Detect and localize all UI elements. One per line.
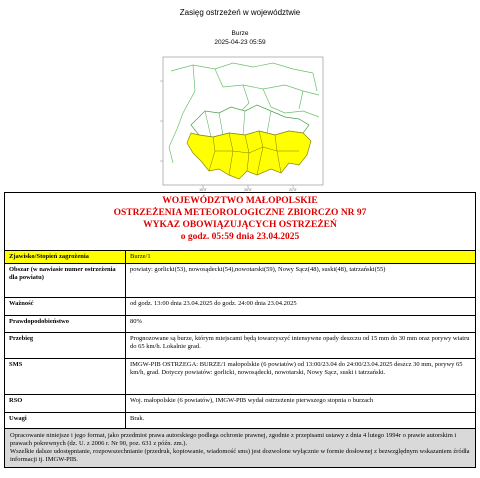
row-value: 80% xyxy=(126,315,476,332)
warning-map xyxy=(153,51,333,191)
row-label: Przebieg xyxy=(5,332,126,358)
row-value: od godz. 13:00 dnia 23.04.2025 do godz. 24:00 dnia 23.04.2025 xyxy=(126,297,476,315)
row-value: Woj. małopolskie (6 powiatów), IMGW-PIB wydał ostrzeżenie pierwszego stopnia o burzach xyxy=(126,394,476,412)
copyright-notice xyxy=(5,428,476,468)
table-row xyxy=(5,332,476,358)
table-row xyxy=(5,250,476,263)
map-tick-label: 21°0' xyxy=(289,188,297,191)
page-title: Zasięg ostrzeżeń w województwie xyxy=(179,8,301,17)
header-warnings-title: OSTRZEŻENIA METEOROLOGICZNE ZBIORCZO NR 97 xyxy=(113,207,367,218)
map-tick-label: 20°0' xyxy=(244,188,252,191)
row-value: Burze/1 xyxy=(126,250,476,263)
map-tick-label: 19°0' xyxy=(199,188,207,191)
header-voivodeship: WOJEWÓDZTWO MAŁOPOLSKIE xyxy=(162,196,318,206)
table-header xyxy=(5,193,476,251)
row-label: Uwagi xyxy=(5,412,126,428)
row-label: Ważność xyxy=(5,297,126,315)
header-list-title: WYKAZ OBOWIĄZUJĄCYCH OSTRZEŻEŃ xyxy=(143,219,337,230)
map-hazard-label: Burze xyxy=(231,30,249,37)
row-value: Prognozowane są burze, którym miejscami będą towarzyszyć intensywne opady deszczu od 15 mm do 30 mm oraz porywy wiatru do 65 km/h. Lokalnie grad. xyxy=(126,332,476,358)
row-value: Brak. xyxy=(126,412,476,428)
row-label: Zjawisko/Stopień zagrożenia xyxy=(5,250,126,263)
row-value: powiaty: gorlicki(53), nowosądecki(54),nowotarski(59), Nowy Sącz(48), suski(48), tatrzański(55) xyxy=(126,263,476,297)
warnings-table xyxy=(4,192,476,468)
footer-row xyxy=(5,428,476,468)
distribution-paragraph: Wszelkie dalsze udostępnianie, rozpowszechnianie (przedruk, kopiowanie, wiadomość sms) jest dozwolone wyłącznie w formie dosłownej z bezwzględnym wskazaniem źródła informacji tj. IMGW-PIB. xyxy=(10,447,470,463)
table-row xyxy=(5,412,476,428)
table-row xyxy=(5,263,476,297)
map-datetime: 2025-04-23 05:59 xyxy=(214,39,266,46)
row-label: SMS xyxy=(5,358,126,394)
row-value: IMGW-PIB OSTRZEGA: BURZE/1 małopolskie (6 powiatów) od 13:00/23.04 do 24:00/23.04.2025 deszcz 30 mm, porywy 65 km/h, grad. Dotyczy powiatów: gorlicki, nowosądecki, nowotarski, Nowy Sącz, suski i tatrzański. xyxy=(126,358,476,394)
copyright-paragraph: Opracowanie niniejsze i jego format, jako przedmiot prawa autorskiego podlega ochronie prawnej, zgodnie z przepisami ustawy z dnia 4 lutego 1994r o prawie autorskim i prawach pokrewnych (dz. U. z 2006 r. Nr 90, poz. 631 z późn. zm.). xyxy=(10,431,457,447)
row-label: RSO xyxy=(5,394,126,412)
table-row xyxy=(5,315,476,332)
table-row xyxy=(5,394,476,412)
row-label: Obszar (w nawiasie numer ostrzeżenia dla powiatu) xyxy=(5,263,126,297)
table-row xyxy=(5,358,476,394)
header-timestamp: o godz. 05:59 dnia 23.04.2025 xyxy=(180,231,300,242)
table-row xyxy=(5,297,476,315)
row-label: Prawdopodobieństwo xyxy=(5,315,126,332)
